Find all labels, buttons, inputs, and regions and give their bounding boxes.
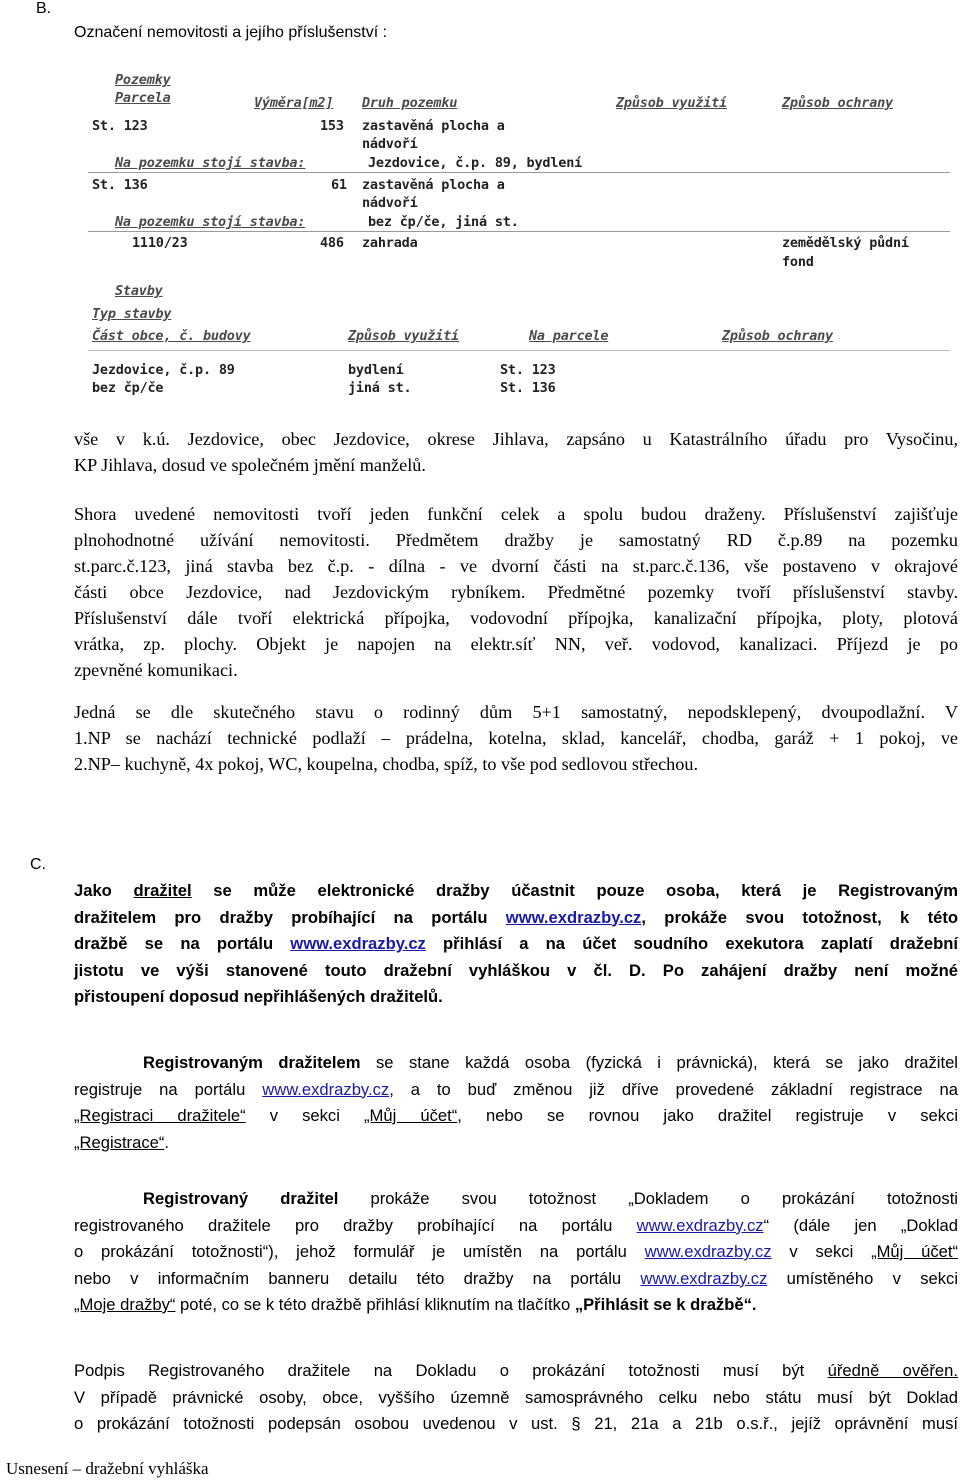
paragraph-line: vrátka, zp. plochy. Objekt je napojen na elektr.síť NN, veř. vodovod, kanalizaci. Příjezd je po xyxy=(74,634,958,654)
paragraph-line: Shora uvedené nemovitosti tvoří jeden funkční celek a spolu budou draženy. Příslušenství zajišťuje xyxy=(74,504,958,524)
registrace-link[interactable]: „Registrace“ xyxy=(74,1132,165,1152)
paragraph-line: Jako dražitel se může elektronické dražby účastnit pouze osoba, která je Registrovaným xyxy=(74,881,958,900)
cadastre-row3-parcel: 1110/23 xyxy=(132,235,188,251)
paragraph-line: plnohodnotné užívání nemovitosti. Předmětem dražby je samostatný RD č.p.89 na pozemku xyxy=(74,530,958,550)
section-b-heading: Označení nemovitosti a jejího příslušenství : xyxy=(74,24,388,41)
paragraph-line: 2.NP– kuchyně, 4x pokoj, WC, koupelna, chodba, spíž, to vše pod sedlovou střechou. xyxy=(74,754,699,774)
paragraph-line: nebo v informačním banneru detailu této dražby na portálu www.exdrazby.cz umístěného v sekci xyxy=(74,1268,959,1288)
paragraph-line: registruje na portálu www.exdrazby.cz, a to buď změnou již dříve provedené základní registrace na xyxy=(74,1079,959,1099)
registration-paragraph xyxy=(74,1050,958,1156)
muj-ucet-link[interactable]: „Můj účet“ xyxy=(871,1242,959,1261)
cadastre-row3-ochrana-b: fond xyxy=(782,254,814,270)
cadastre-row2-kind-b: nádvoří xyxy=(362,195,418,211)
paragraph-line: V případě právnické osoby, obce, vyššího územně samosprávného celku nebo státu musí být Doklad xyxy=(74,1387,958,1407)
paragraph-line: „Registrace“. xyxy=(74,1132,169,1152)
cadastre-row2-stavba-value: bez čp/če, jiná st. xyxy=(368,214,519,230)
paragraph-location xyxy=(74,426,958,478)
page-footer: Usnesení – dražební vyhláška xyxy=(6,1459,209,1478)
paragraph-line: Registrovaný dražitel prokáže svou totožnost „Dokladem o prokázání totožnosti xyxy=(143,1189,958,1208)
paragraph-line: „Registraci dražitele“ v sekci „Můj účet“, nebo se rovnou jako dražitel registruje v sekci xyxy=(74,1106,959,1125)
cadastre-row2-parcel: St. 136 xyxy=(92,177,148,193)
exdrazby-link[interactable]: www.exdrazby.cz xyxy=(636,1215,764,1235)
paragraph-line: Jedná se dle skutečného stavu o rodinný dům 5+1 samostatný, nepodsklepený, dvoupodlažní. V xyxy=(74,702,958,722)
paragraph-line: vše v k.ú. Jezdovice, obec Jezdovice, okrese Jihlava, zapsáno u Katastrálního úřadu pro Vysočinu, xyxy=(74,429,958,449)
cadastre-row3-kind: zahrada xyxy=(362,235,418,251)
paragraph-line: „Moje dražby“ poté, co se k této dražbě přihlásí kliknutím na tlačítko „Přihlásit se k dražbě“. xyxy=(74,1295,757,1314)
paragraph-line: části obce Jezdovice, nad Jezdovickým rybníkem. Předmětné pozemky tvoří příslušenství stavby. xyxy=(74,582,958,602)
cadastre-row1-stavba-label: Na pozemku stojí stavba: xyxy=(115,155,306,171)
cadastre-col-na-parcele: Na parcele xyxy=(529,328,609,344)
section-letter-c: C. xyxy=(30,856,46,873)
paragraph-line: dražitelem pro dražby probíhající na portálu www.exdrazby.cz, prokáže svou totožnost, k této xyxy=(74,907,958,927)
cadastre-divider xyxy=(88,231,950,232)
cadastre-row2-stavba-label: Na pozemku stojí stavba: xyxy=(115,214,306,230)
paragraph-line: Podpis Registrovaného dražitele na Dokladu o prokázání totožnosti musí být úředně ověřen. xyxy=(74,1361,958,1380)
exdrazby-link[interactable]: www.exdrazby.cz xyxy=(640,1268,768,1288)
identity-paragraph xyxy=(74,1186,958,1319)
cadastre-b2-vyuziti: jiná st. xyxy=(348,380,412,396)
cadastre-col-zpusob-ochrany2: Způsob ochrany xyxy=(722,328,833,344)
cadastre-b1-cast: Jezdovice, č.p. 89 xyxy=(92,362,235,378)
cadastre-row3-area: 486 xyxy=(320,235,344,251)
paragraph-line: o prokázání totožnosti“), jehož formulář je umístěn na portálu www.exdrazby.cz v sekci „Můj účet“ xyxy=(74,1242,959,1261)
cadastre-divider xyxy=(88,350,950,351)
paragraph-line: st.parc.č.123, jiná stavba bez č.p. - dílna - ve dvorní části na st.parc.č.136, vše postaveno v okrajové xyxy=(74,556,958,576)
cadastre-row1-kind-a: zastavěná plocha a xyxy=(362,118,505,134)
cadastre-pozemky: Pozemky xyxy=(115,72,171,88)
cadastre-typ-stavby: Typ stavby xyxy=(92,306,172,322)
cadastre-b1-parcela: St. 123 xyxy=(500,362,556,378)
exdrazby-link[interactable]: www.exdrazby.cz xyxy=(262,1079,390,1099)
cadastre-row2-kind-a: zastavěná plocha a xyxy=(362,177,505,193)
cadastre-col-cast-obce: Část obce, č. budovy xyxy=(92,328,251,344)
paragraph-line: dražbě se na portálu www.exdrazby.cz přihlásí a na účet soudního exekutora zaplatí dražební xyxy=(74,934,958,953)
drazitel-term: dražitel xyxy=(133,881,192,900)
paragraph-line: 1.NP se nachází technické podlaží – prádelna, kotelna, sklad, kancelář, chodba, garáž + 1 pokoj, ve xyxy=(74,728,958,748)
cadastre-col-vymera: Výměra[m2] xyxy=(254,95,334,111)
paragraph-line: Příslušenství dále tvoří elektrická přípojka, vodovodní přípojka, kanalizační přípojka, ploty, plotová xyxy=(74,608,958,628)
cadastre-b1-vyuziti: bydlení xyxy=(348,362,404,378)
paragraph-line: jistotu ve výši stanovené touto dražební vyhláškou v čl. D. Po zahájení dražby není možné xyxy=(74,960,958,980)
paragraph-line: KP Jihlava, dosud ve společném jmění manželů. xyxy=(74,455,426,475)
moje-drazby-link[interactable]: „Moje dražby“ xyxy=(74,1295,176,1314)
paragraph-line: Registrovaným dražitelem se stane každá osoba (fyzická i právnická), která se jako dražitel xyxy=(143,1053,958,1072)
cadastre-col-zpusob-vyuziti2: Způsob využití xyxy=(348,328,459,344)
paragraph-line: registrovaného dražitele pro dražby probíhající na portálu www.exdrazby.cz“ (dále jen „Doklad xyxy=(74,1215,959,1235)
cadastre-b2-cast: bez čp/če xyxy=(92,380,164,396)
cadastre-col-zpusob-ochrany: Způsob ochrany xyxy=(782,95,893,111)
registrace-drazitele-link[interactable]: „Registraci dražitele“ xyxy=(74,1106,246,1125)
cadastre-parcela: Parcela xyxy=(115,90,171,106)
cadastre-row1-parcel: St. 123 xyxy=(92,118,148,134)
cadastre-excerpt xyxy=(88,68,956,406)
cadastre-stavby: Stavby xyxy=(115,283,163,299)
cadastre-divider xyxy=(88,172,950,173)
paragraph-line: o prokázání totožnosti podepsán osobou uvedenou v ust. § 21, 21a a 21b o.s.ř., jejíž oprávnění musí xyxy=(74,1414,958,1433)
muj-ucet-link[interactable]: „Můj účet“ xyxy=(364,1106,458,1125)
paragraph-line: zpevněné komunikaci. xyxy=(74,660,238,680)
cadastre-row1-area: 153 xyxy=(320,118,344,134)
exdrazby-link[interactable]: www.exdrazby.cz xyxy=(290,934,426,953)
cadastre-row2-area: 61 xyxy=(331,177,347,193)
cadastre-col-zpusob-vyuziti: Způsob využití xyxy=(616,95,727,111)
signature-paragraph xyxy=(74,1358,958,1438)
section-letter-b: B. xyxy=(36,0,52,17)
section-c-conditions xyxy=(74,878,958,1011)
exdrazby-link[interactable]: www.exdrazby.cz xyxy=(644,1242,772,1261)
paragraph-house xyxy=(74,699,958,777)
cadastre-row1-kind-b: nádvoří xyxy=(362,136,418,152)
cadastre-row1-stavba-value: Jezdovice, č.p. 89, bydlení xyxy=(368,155,583,171)
paragraph-description xyxy=(74,501,958,683)
cadastre-b2-parcela: St. 136 xyxy=(500,380,556,396)
prihlasit-se-button-name: „Přihlásit se k dražbě“. xyxy=(574,1295,757,1314)
cadastre-row3-ochrana-a: zemědělský půdní xyxy=(782,235,909,251)
cadastre-col-druh: Druh pozemku xyxy=(362,95,458,111)
exdrazby-link[interactable]: www.exdrazby.cz xyxy=(505,907,642,927)
paragraph-line: přistoupení doposud nepřihlášených dražitelů. xyxy=(74,987,443,1006)
